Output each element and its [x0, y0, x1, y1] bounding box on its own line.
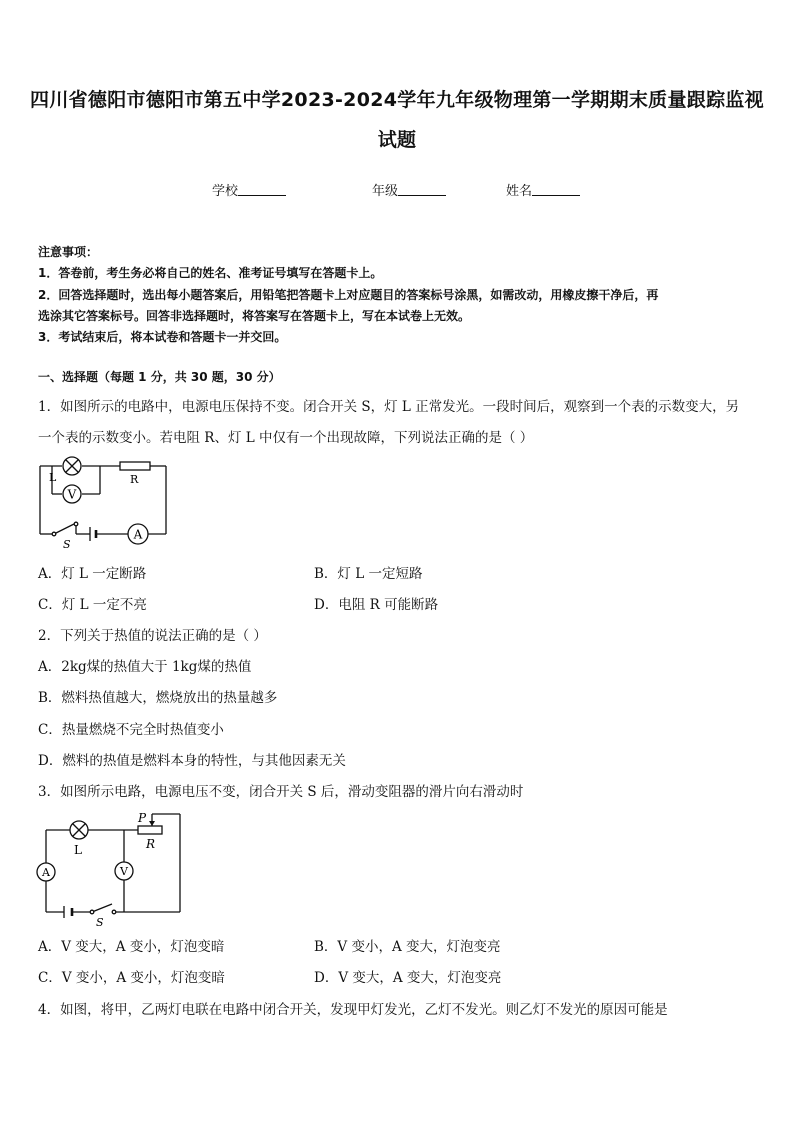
q3-slider-arrow	[149, 821, 155, 826]
q2-option-b: B．燃料热值越大，燃烧放出的热量越多	[38, 690, 278, 706]
q3-option-c: C．V 变小，A 变小，灯泡变暗	[38, 970, 225, 986]
q3-resistor-label: R	[146, 837, 156, 851]
q1-circuit-diagram	[30, 452, 175, 552]
q1-resistor-label: R	[130, 473, 139, 486]
q3-slider-label: P	[138, 811, 147, 825]
q1-resistor-symbol	[120, 462, 150, 470]
q3-ammeter-label: A	[42, 866, 50, 879]
name-label: 姓名	[506, 184, 533, 199]
q2-option-a: A．2kg煤的热值大于 1kg煤的热值	[38, 659, 252, 675]
school-field	[212, 180, 286, 199]
q1-stem-line1: 1．如图所示的电路中，电源电压保持不变。闭合开关 S，灯 L 正常发光。一段时间后，观察到一个表的示数变大，另	[38, 399, 740, 415]
notice-item: 3．考试结束后，将本试卷和答题卡一并交回。	[38, 330, 287, 344]
name-blank	[532, 183, 580, 196]
notice-item: 2．回答选择题时，选出每小题答案后，用铅笔把答题卡上对应题目的答案标号涂黑，如需改动，用橡皮擦干净后，再	[38, 288, 659, 302]
q3-battery-symbol	[64, 906, 72, 918]
notice-heading: 注意事项：	[38, 245, 99, 259]
q3-switch-label: S	[96, 916, 104, 929]
q1-option-d: D．电阻 R 可能断路	[314, 597, 439, 613]
q1-battery-symbol	[90, 527, 96, 541]
q4-stem: 4．如图，将甲，乙两灯电联在电路中闭合开关，发现甲灯发光，乙灯不发光。则乙灯不发光的原因可能是	[38, 1002, 668, 1018]
q1-lamp-symbol	[63, 457, 81, 475]
q3-circuit-diagram	[34, 808, 184, 929]
grade-label: 年级	[372, 184, 399, 199]
school-label: 学校	[212, 184, 239, 199]
q1-option-b: B．灯 L 一定短路	[314, 566, 423, 582]
q1-switch-symbol	[52, 522, 78, 536]
q3-option-a: A．V 变大，A 变小，灯泡变暗	[38, 939, 225, 955]
grade-field	[372, 180, 446, 199]
q3-rheostat-symbol	[138, 826, 162, 834]
q3-option-b: B．V 变小，A 变大，灯泡变亮	[314, 939, 501, 955]
q1-voltmeter-label: V	[67, 487, 77, 502]
q3-lamp-label: L	[74, 843, 82, 857]
q1-ammeter-label: A	[133, 527, 143, 542]
grade-blank	[398, 183, 446, 196]
q3-switch-symbol	[90, 904, 116, 914]
q1-option-c: C．灯 L 一定不亮	[38, 597, 147, 613]
q1-stem-line2: 一个表的示数变小。若电阻 R、灯 L 中仅有一个出现故障，下列说法正确的是（ ）	[38, 430, 534, 446]
name-field	[506, 180, 580, 199]
q2-option-c: C．热量燃烧不完全时热值变小	[38, 722, 224, 738]
q3-voltmeter-label: V	[120, 865, 128, 878]
exam-title-line1: 四川省德阳市德阳市第五中学2023-2024学年九年级物理第一学期期末质量跟踪监视	[30, 89, 764, 111]
exam-title-line2: 试题	[377, 129, 417, 151]
section-heading: 一、选择题（每题 1 分，共 30 题，30 分）	[38, 370, 281, 384]
q1-switch-label: S	[63, 538, 71, 551]
q3-lamp-symbol	[70, 821, 88, 839]
q1-option-a: A．灯 L 一定断路	[38, 566, 147, 582]
notice-item: 1．答卷前，考生务必将自己的姓名、准考证号填写在答题卡上。	[38, 266, 383, 280]
q2-option-d: D．燃料的热值是燃料本身的特性，与其他因素无关	[38, 753, 346, 769]
school-blank	[238, 183, 286, 196]
q3-stem: 3．如图所示电路，电源电压不变，闭合开关 S 后，滑动变阻器的滑片向右滑动时	[38, 784, 524, 800]
notice-item: 选涂其它答案标号。回答非选择题时，将答案写在答题卡上，写在本试卷上无效。	[38, 309, 471, 323]
q1-lamp-label: L	[49, 471, 57, 484]
q3-option-d: D．V 变大，A 变大，灯泡变亮	[314, 970, 502, 986]
q2-stem: 2．下列关于热值的说法正确的是（ ）	[38, 628, 267, 644]
